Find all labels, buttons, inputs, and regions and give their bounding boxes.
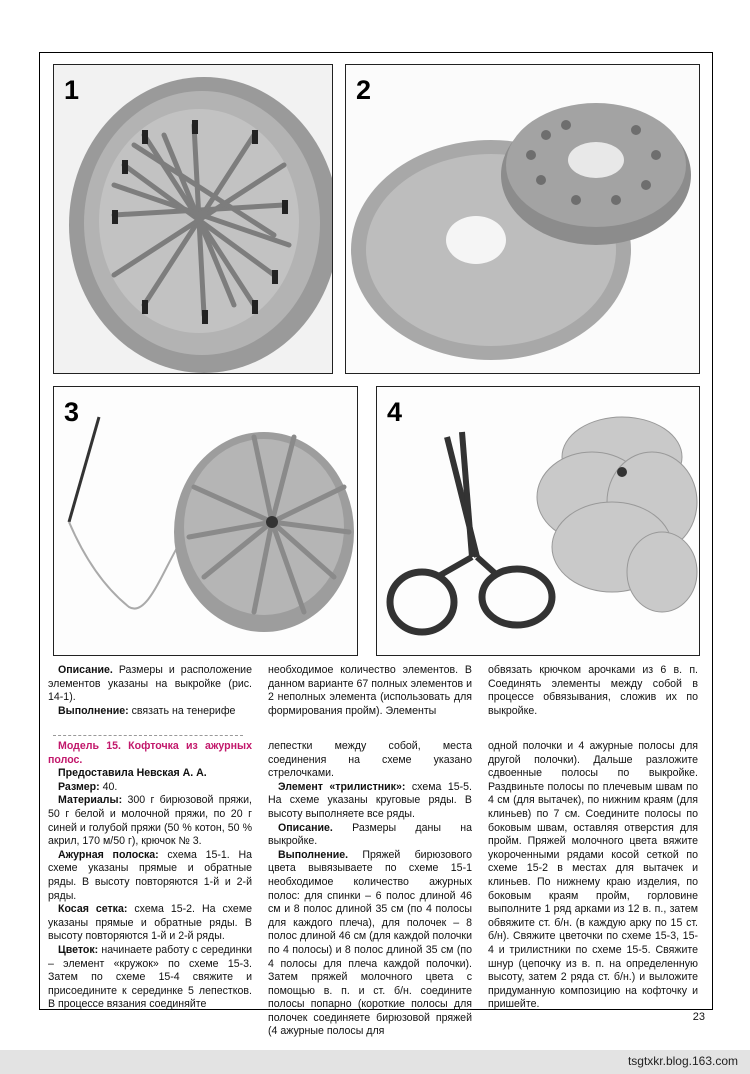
photo-3 bbox=[53, 386, 358, 656]
photo-number: 4 bbox=[387, 397, 403, 427]
ajur-text: схема 15-1. На схеме указаны прямые и обратные ряды. В высоту повторяются 1-й и 2-й ряды. bbox=[48, 848, 252, 902]
kosaya-text: схема 15-2. На схеме указаны прямые и обратные ряды. В высоту повторяются 1-й и 2-й ряды. bbox=[48, 903, 253, 943]
ajur-label: Ажурная полоска: bbox=[58, 848, 159, 861]
size-paragraph bbox=[48, 781, 252, 795]
description-paragraph bbox=[48, 664, 252, 705]
flower-text: начинаете работу с серединки – элемент «кружок» по схеме 15-3. Затем по схеме 15-4 свяжите и присоедините к серединке 5 лепестков. В процессе вязания соединяйте bbox=[48, 943, 252, 1011]
opis-text: Размеры даны на выкройке. bbox=[268, 821, 472, 848]
page-number: 23 bbox=[692, 1011, 705, 1023]
trilist-paragraph bbox=[268, 781, 472, 822]
materials-text: 300 г бирюзовой пряжи, 50 г белой и молочной пряжи, по 20 г синей и голубой пряжи (50 % котон, 50 % акрил, 170 м/50 г), крючок № 3. bbox=[48, 794, 252, 848]
trilist-text: схема 15-5. На схеме указаны круговые ряды. В высоту выполняете все ряды. bbox=[268, 780, 472, 820]
section-divider bbox=[53, 735, 243, 736]
trilist-label: Элемент «трилистник»: bbox=[278, 780, 406, 793]
materials-paragraph bbox=[48, 794, 252, 848]
vyp-text: Пряжей бирюзового цвета вывязываете по схеме 15-1 необходимое количество ажурных полос: для спинки – 6 полос длиной 46 см и 8 полос длиной 35 см (по 4 полосы для каждого плеча), для полочек – 8 полос длиной 46 см (для каждой полочки по 4 полосы) и 8 полос длиной 35 см (по 4 полосы для плеча каждой полочки). Затем пряжей молочного цвета с помощью в. п. и ст. б/н. соедините полосы попарно (короткие полосы для полочек соединяете бирюзовой пряжей (4 ажурные полосы для bbox=[268, 848, 472, 1038]
ajur-paragraph bbox=[48, 849, 252, 903]
right-column bbox=[488, 740, 698, 1012]
footer-url: tsgtxkr.blog.163.com bbox=[627, 1054, 738, 1068]
opis-label: Описание. bbox=[278, 821, 333, 834]
top-column-2-text: необходимое количество элементов. В данном варианте 67 полных элементов и 2 неполных элемента (использовать для формирования пройм). Элементы bbox=[268, 664, 472, 717]
pompom-and-scissors-illustration bbox=[377, 387, 700, 656]
top-column-2 bbox=[268, 664, 472, 718]
vyp-paragraph bbox=[268, 849, 472, 1039]
model-title: Модель 15. Кофточка из ажурных полос. bbox=[48, 740, 252, 766]
size-value: 40. bbox=[99, 780, 118, 793]
execution-paragraph bbox=[48, 705, 252, 719]
photo-2 bbox=[345, 64, 700, 374]
petals-paragraph: лепестки между собой, места соединения на схеме указано стрелочками. bbox=[268, 740, 472, 780]
photo-number: 2 bbox=[356, 75, 372, 105]
loom-with-yarn-illustration bbox=[54, 65, 333, 374]
model-column bbox=[48, 740, 252, 1012]
size-label: Размер: bbox=[58, 780, 100, 793]
vyp-label: Выполнение. bbox=[278, 848, 349, 861]
materials-label: Материалы: bbox=[58, 794, 123, 807]
right-column-text: одной полочки и 4 ажурные полосы для другой полочки). Дальше разложите сдвоенные полосы по выкройке. Раздвиньте полосы по плечевым швам по 4 см (для вытачек), по нижним краям (для клиньев) по 7 см. Соедините полосы по боковым швам, оставляя отверстия для пройм. Пряжей молочного цвета вяжите укороченными рядами косой сеткой по схеме 15-2 в местах для вытачек и клиньев. По нижнему краю изделия, по боковым краям пройм, горловине выполните 1 ряд арками из 12 в. п., затем обвяжите ст. б/н. (в каждую арку по 15 ст. б/н). Свяжите цветочки по схеме 15-3, 15-4 и трилистники по схеме 15-5. Свяжите шнур (цепочку из в. п. на определенную высоту, затем 2 ряда ст. б/н.) и выложите придуманную композицию на кофточку и пришейте. bbox=[488, 740, 698, 1011]
opis-paragraph bbox=[268, 822, 472, 849]
loom-disassembled-illustration bbox=[346, 65, 700, 374]
description-label: Описание. bbox=[58, 664, 113, 676]
photo-number: 3 bbox=[64, 397, 80, 427]
photo-number: 1 bbox=[64, 75, 80, 105]
top-column-3-text: обвязать крючком арочками из 6 в. п. Соединять элементы между собой в процессе обвязывания, сложив их по выкройке. bbox=[488, 664, 698, 717]
loom-with-needle-illustration bbox=[54, 387, 358, 656]
kosaya-paragraph bbox=[48, 903, 252, 944]
kosaya-label: Косая сетка: bbox=[58, 903, 128, 916]
execution-label: Выполнение: bbox=[58, 704, 129, 717]
flower-paragraph bbox=[48, 944, 252, 1012]
footer-bar bbox=[0, 1050, 750, 1074]
photo-1 bbox=[53, 64, 333, 374]
top-column-1 bbox=[48, 664, 252, 718]
execution-text: связать на тенерифе bbox=[128, 704, 236, 717]
description-text: Размеры и расположение элементов указаны на выкройке (рис. 14-1). bbox=[48, 664, 252, 704]
model-author: Предоставила Невская А. А. bbox=[58, 767, 207, 780]
middle-column bbox=[268, 740, 472, 1039]
top-column-3 bbox=[488, 664, 698, 718]
flower-label: Цветок: bbox=[58, 943, 99, 956]
photo-4 bbox=[376, 386, 700, 656]
